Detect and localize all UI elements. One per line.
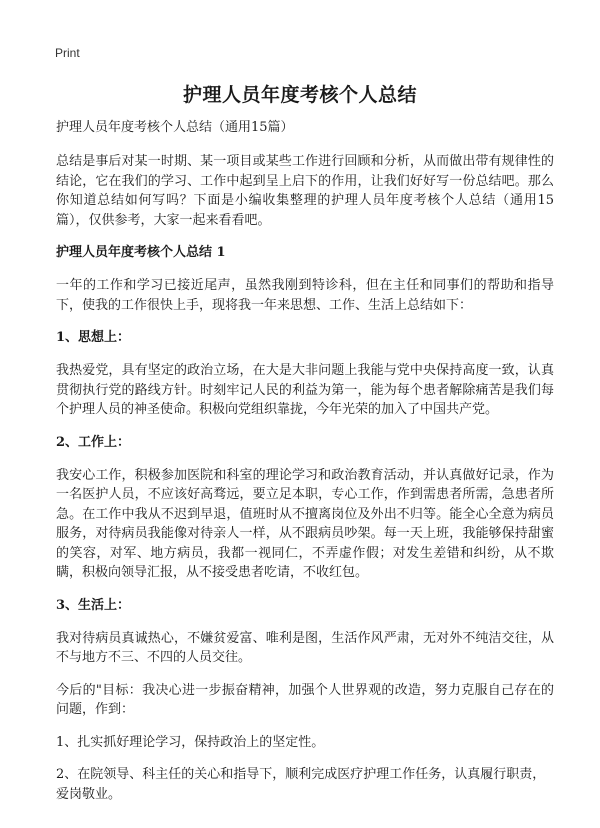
- document-title: 护理人员年度考核个人总结: [182, 84, 417, 106]
- document-body: [56, 118, 554, 817]
- heading-life: 3、生活上：: [56, 597, 131, 613]
- work-paragraph: 我安心工作，积极参加医院和科室的理论学习和政治教育活动，并认真做好记录，作为一名医护人员，不应该好高骛远，要立足本职，专心工作，作到需患者所需，急患者所急。在工作中我从不迟到早退，值班时从不擅离岗位及外出不归等。能全心全意为病员服务，对待病员我能像对待亲人一样，从不跟病员吵架。每一天上班，我能够保持甜蜜的笑容，对军、地方病员，我都一视同仁，不弄虚作假；对发生差错和纠纷，从不欺瞒，积极向领导汇报，从不接受患者吃请，不收红包。: [56, 467, 554, 580]
- heading-work: 2、工作上：: [56, 434, 131, 450]
- section-title: 护理人员年度考核个人总结 1: [56, 245, 226, 260]
- document-subtitle: 护理人员年度考核个人总结（通用15篇）: [56, 120, 294, 135]
- list-item: 2、在院领导、科主任的关心和指导下，顺利完成医疗护理工作任务，认真履行职责，爱岗敬业。: [56, 767, 546, 802]
- intro-paragraph: 总结是事后对某一时期、某一项目或某些工作进行回顾和分析，从而做出带有规律性的结论，它在我们的学习、工作中起到呈上启下的作用，让我们好好写一份总结吧。那么你知道总结如何写吗？下面是小编收集整理的护理人员年度考核个人总结（通用15篇），仅供参考，大家一起来看看吧。: [56, 154, 554, 228]
- goal-paragraph: 今后的"目标：我决心进一步振奋精神，加强个人世界观的改造，努力克服自己存在的问题，作到：: [56, 682, 554, 717]
- list-item: 1、扎实抓好理论学习，保持政治上的坚定性。: [56, 734, 325, 750]
- print-link[interactable]: Print: [55, 46, 80, 60]
- life-paragraph: 我对待病员真诚热心，不嫌贫爱富、唯利是图，生活作风严肃，无对外不纯洁交往，从不与地方不三、不四的人员交往。: [56, 630, 554, 665]
- opening-paragraph: 一年的工作和学习已接近尾声，虽然我刚到特诊科，但在主任和同事们的帮助和指导下，使我的工作很快上手，现将我一年来思想、工作、生活上总结如下：: [56, 278, 554, 313]
- heading-thought: 1、思想上：: [56, 330, 131, 345]
- thought-paragraph: 我热爱党，具有坚定的政治立场，在大是大非问题上我能与党中央保持高度一致，认真贯彻执行党的路线方针。时刻牢记人民的利益为第一，能为每个患者解除痛苦是我们每个护理人员的神圣使命。积极向党组织靠拢，今年光荣的加入了中国共产党。: [56, 363, 554, 417]
